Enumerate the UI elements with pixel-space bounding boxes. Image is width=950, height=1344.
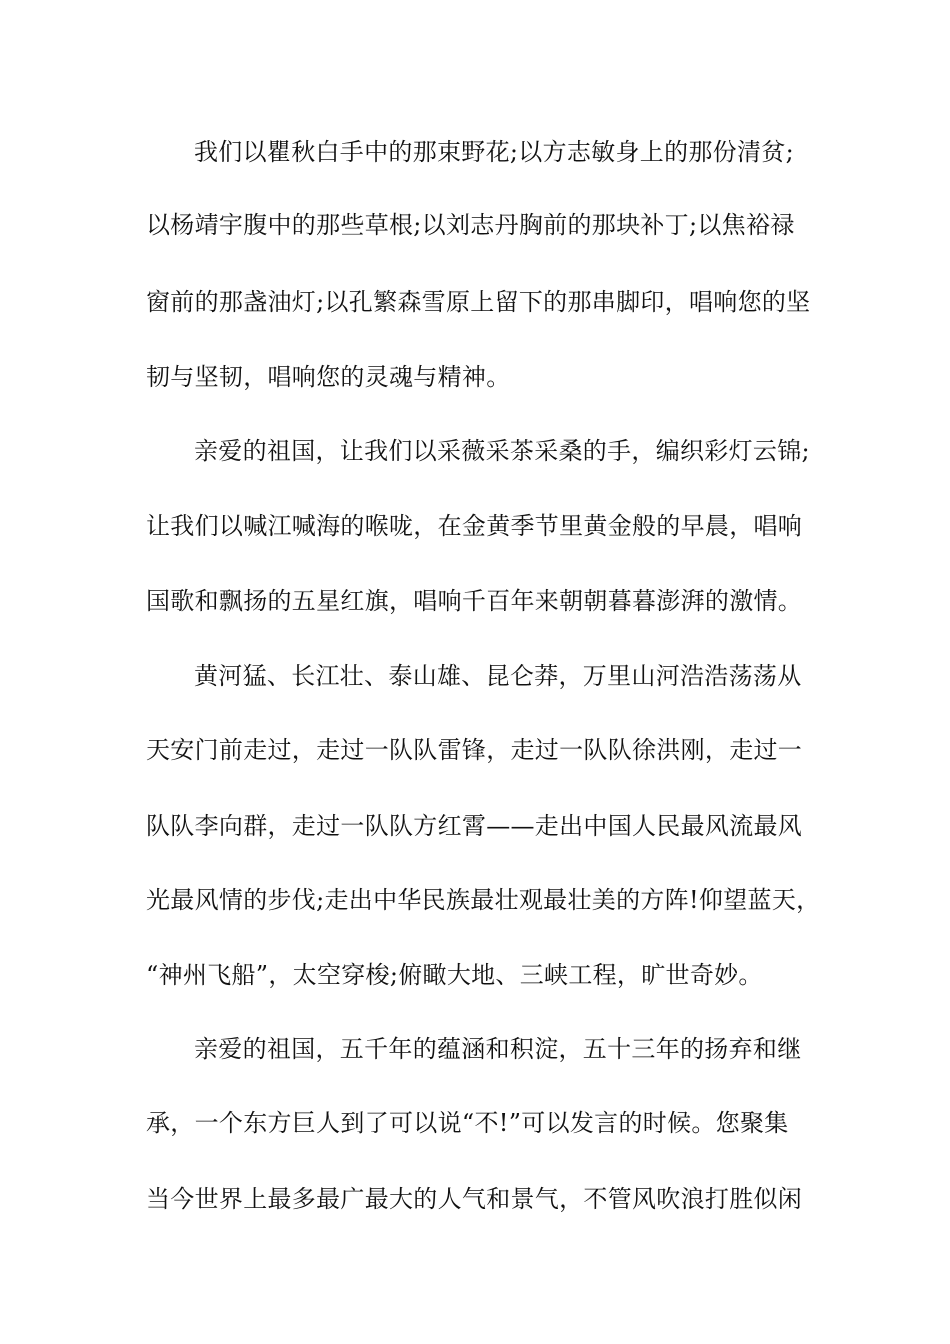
paragraph-3-line-5: “神州飞船”，太空穿梭;俯瞰大地、三峡工程，旷世奇妙。 [146, 961, 763, 989]
paragraph-4-line-2: 承，一个东方巨人到了可以说“不!”可以发言的时候。您聚集 [146, 1109, 789, 1137]
paragraph-2-line-2: 让我们以喊江喊海的喉咙，在金黄季节里黄金般的早晨，唱响 [146, 512, 803, 540]
paragraph-1-line-2: 以杨靖宇腹中的那些草根;以刘志丹胸前的那块补丁;以焦裕禄 [146, 211, 795, 239]
paragraph-1-line-3: 窗前的那盏油灯;以孔繁森雪原上留下的那串脚印，唱响您的坚 [146, 288, 811, 316]
paragraph-1-line-1: 我们以瞿秋白手中的那束野花;以方志敏身上的那份清贫; [194, 138, 794, 166]
paragraph-3-line-3: 队队李向群，走过一队队方红霄——走出中国人民最风流最风 [146, 812, 803, 840]
paragraph-1-line-4: 韧与坚韧，唱响您的灵魂与精神。 [146, 363, 511, 391]
paragraph-4-line-1: 亲爱的祖国，五千年的蕴涵和积淀，五十三年的扬弃和继 [194, 1035, 802, 1063]
paragraph-3-line-1: 黄河猛、长江壮、泰山雄、昆仑莽，万里山河浩浩荡荡从 [194, 662, 802, 690]
paragraph-3-line-4: 光最风情的步伐;走出中华民族最壮观最壮美的方阵!仰望蓝天， [146, 886, 821, 914]
paragraph-3-line-2: 天安门前走过，走过一队队雷锋，走过一队队徐洪刚，走过一 [146, 736, 803, 764]
paragraph-2-line-3: 国歌和飘扬的五星红旗，唱响千百年来朝朝暮暮澎湃的激情。 [146, 587, 803, 615]
paragraph-4-line-3: 当今世界上最多最广最大的人气和景气，不管风吹浪打胜似闲 [146, 1185, 803, 1213]
paragraph-2-line-1: 亲爱的祖国，让我们以采薇采茶采桑的手，编织彩灯云锦; [194, 437, 810, 465]
